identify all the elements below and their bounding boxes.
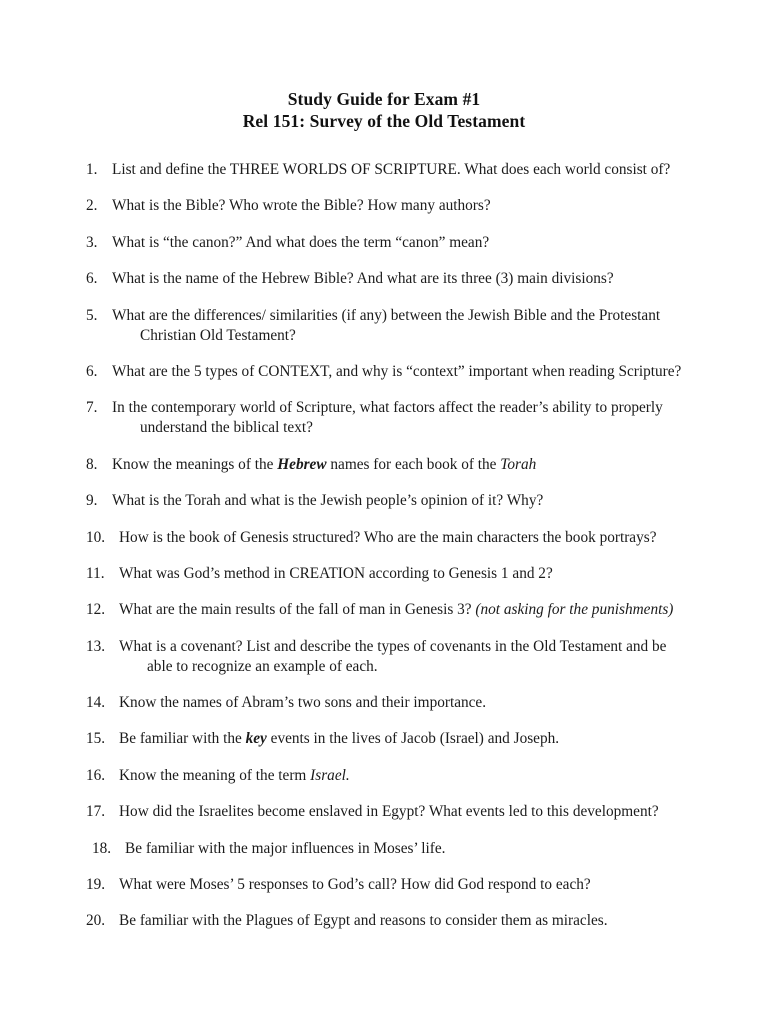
- emphasis-italic: (not asking for the punishments): [475, 601, 674, 619]
- list-item: [86, 160, 688, 179]
- list-item-number: 19.: [86, 876, 106, 894]
- document-title-block: [0, 0, 768, 132]
- list-item-text-line2: understand the biblical text?: [140, 419, 313, 437]
- question-list: [0, 160, 768, 930]
- list-item-text: [119, 637, 688, 676]
- list-item-text-line2: Christian Old Testament?: [140, 326, 296, 344]
- list-item-number: 9.: [86, 492, 98, 510]
- list-item-number: 15.: [86, 730, 106, 748]
- list-item: [86, 196, 688, 215]
- list-item-number: 10.: [86, 528, 106, 546]
- list-item: [86, 802, 688, 821]
- list-item-text-part-b: names for each book of the: [326, 455, 501, 473]
- emphasis-italic: Torah: [500, 455, 537, 473]
- list-item-text: [112, 455, 688, 474]
- list-item: [86, 875, 688, 894]
- list-item-text-line1: What are the differences/ similarities (if any) between the Jewish Bible and the Protestant: [112, 306, 661, 324]
- list-item-number: 14.: [86, 694, 106, 712]
- list-item-number: 5.: [86, 306, 98, 324]
- list-item: [86, 600, 688, 619]
- list-item-text: Know the names of Abram’s two sons and their importance.: [119, 694, 487, 712]
- list-item-text-part-a: Know the meanings of the: [112, 455, 278, 473]
- list-item-number: 6.: [86, 270, 98, 288]
- list-item: [86, 455, 688, 474]
- list-item-number: 6.: [86, 362, 98, 380]
- list-item-text: What is the name of the Hebrew Bible? And what are its three (3) main divisions?: [112, 270, 614, 288]
- list-item-text: How did the Israelites become enslaved in Egypt? What events led to this development?: [119, 803, 659, 821]
- list-item-text: What is the Bible? Who wrote the Bible? How many authors?: [112, 197, 491, 215]
- list-item-text: What are the 5 types of CONTEXT, and why is “context” important when reading Scripture?: [112, 362, 682, 380]
- list-item-text: Be familiar with the Plagues of Egypt and reasons to consider them as miracles.: [119, 912, 608, 930]
- list-item: [86, 491, 688, 510]
- list-item: [86, 233, 688, 252]
- emphasis-bold-italic: key: [245, 730, 267, 748]
- list-item: [86, 766, 688, 785]
- list-item-number: 11.: [86, 564, 105, 582]
- list-item: [86, 839, 688, 858]
- list-item-number: 1.: [86, 161, 98, 178]
- list-item-text: How is the book of Genesis structured? Who are the main characters the book portrays?: [119, 528, 657, 546]
- list-item-number: 8.: [86, 455, 98, 473]
- list-item-text: List and define the THREE WORLDS OF SCRIPTURE. What does each world consist of?: [112, 161, 671, 178]
- list-item-number: 17.: [86, 803, 106, 821]
- list-item: [86, 362, 688, 381]
- list-item: [86, 306, 688, 345]
- list-item-text-part-b: events in the lives of Jacob (Israel) and Joseph.: [266, 730, 560, 748]
- list-item: [86, 269, 688, 288]
- list-item-text-line1: In the contemporary world of Scripture, what factors affect the reader’s ability to properly: [112, 399, 663, 417]
- list-item: [86, 693, 688, 712]
- list-item-text: Be familiar with the major influences in Moses’ life.: [125, 839, 446, 857]
- list-item: [86, 637, 688, 676]
- list-item-text: What was God’s method in CREATION according to Genesis 1 and 2?: [119, 564, 553, 582]
- list-item-number: 13.: [86, 637, 106, 655]
- list-item-text-line2: able to recognize an example of each.: [147, 657, 378, 675]
- list-item-text-part-a: Be familiar with the: [119, 730, 246, 748]
- list-item-text-part-a: What are the main results of the fall of man in Genesis 3?: [119, 601, 476, 619]
- list-item-number: 18.: [92, 839, 112, 857]
- list-item-text: [112, 398, 688, 437]
- list-item-number: 3.: [86, 233, 98, 251]
- page-title-line-2: Rel 151: Survey of the Old Testament: [242, 111, 526, 131]
- list-item-text-line1: What is a covenant? List and describe the types of covenants in the Old Testament and be: [119, 637, 667, 655]
- list-item: [86, 911, 688, 930]
- list-item-text: What is the Torah and what is the Jewish people’s opinion of it? Why?: [112, 492, 544, 510]
- list-item-number: 20.: [86, 912, 106, 930]
- list-item: [86, 528, 688, 547]
- list-item-number: 12.: [86, 601, 106, 619]
- list-item-text: What were Moses’ 5 responses to God’s call? How did God respond to each?: [119, 876, 591, 894]
- list-item-number: 16.: [86, 766, 106, 784]
- emphasis-bold-italic: Hebrew: [277, 455, 327, 473]
- list-item-text: [119, 766, 688, 785]
- list-item-text: [112, 306, 688, 345]
- list-item-number: 2.: [86, 197, 98, 215]
- list-item-text-part-a: Know the meaning of the term: [119, 766, 311, 784]
- list-item-text: [119, 600, 688, 619]
- list-item-text: [119, 729, 688, 748]
- list-item: [86, 564, 688, 583]
- list-item: [86, 398, 688, 437]
- list-item-text: What is “the canon?” And what does the term “canon” mean?: [112, 233, 490, 251]
- list-item-number: 7.: [86, 399, 98, 417]
- list-item: [86, 729, 688, 748]
- emphasis-italic: Israel.: [310, 766, 350, 784]
- page-title-line-1: Study Guide for Exam #1: [287, 89, 481, 109]
